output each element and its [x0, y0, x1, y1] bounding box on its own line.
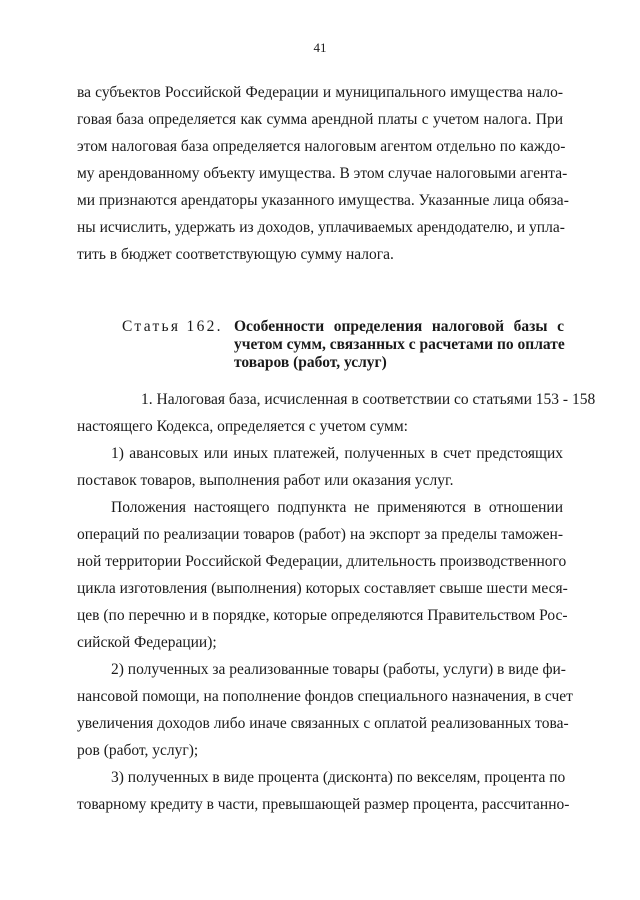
body-line: 1. Налоговая база, исчисленная в соответствии со статьями 153 - 158 — [141, 391, 596, 408]
article-title-line: товаров (работ, услуг) — [234, 354, 387, 371]
body-line: сийской Федерации); — [77, 634, 217, 651]
body-line: нансовой помощи, на пополнение фондов специального назначения, в счет — [77, 688, 573, 705]
article-title — [234, 318, 564, 372]
body-line: настоящего Кодекса, определяется с учетом сумм: — [77, 418, 408, 435]
body-line: 3) полученных в виде процента (дисконта) по векселям, процента по — [111, 769, 566, 786]
body-line: ров (работ, услуг); — [77, 742, 199, 759]
article-number: Статья 162. — [122, 318, 223, 335]
intro-line: этом налоговая база определяется налоговым агентом отдельно по каждо- — [77, 138, 566, 155]
intro-line: му арендованному объекту имущества. В этом случае налоговыми агента- — [77, 165, 568, 182]
intro-line: ны исчислить, удержать из доходов, уплачиваемых арендодателю, и упла- — [77, 219, 565, 236]
body-line: 1) авансовых или иных платежей, полученных в счет предстоящих — [111, 445, 563, 462]
body-line: 2) полученных за реализованные товары (работы, услуги) в виде фи- — [111, 661, 566, 678]
body-line: поставок товаров, выполнения работ или оказания услуг. — [77, 472, 454, 489]
intro-line: тить в бюджет соответствующую сумму налога. — [77, 246, 394, 263]
intro-line: ва субъектов Российской Федерации и муниципального имущества нало- — [77, 84, 563, 101]
article-title-line: учетом сумм, связанных с расчетами по оплате — [234, 336, 565, 353]
body-line: цикла изготовления (выполнения) которых составляет свыше шести меся- — [77, 580, 568, 597]
body-line: ной территории Российской Федерации, длительность производственного — [77, 553, 567, 570]
body-line: цев (по перечню и в порядке, которые определяются Правительством Рос- — [77, 607, 568, 624]
article-title-line: Особенности определения налоговой базы с — [234, 318, 564, 335]
intro-line: говая база определяется как сумма арендной платы с учетом налога. При — [77, 111, 563, 128]
intro-line: ми признаются арендаторы указанного имущества. Указанные лица обяза- — [77, 192, 569, 209]
body-line: товарному кредиту в части, превышающей размер процента, рассчитанно- — [77, 796, 570, 813]
body-line: Положения настоящего подпункта не применяются в отношении — [111, 499, 563, 516]
page-number: 41 — [313, 40, 327, 55]
body-line: операций по реализации товаров (работ) на экспорт за пределы таможен- — [77, 526, 563, 543]
body-line: увеличения доходов либо иначе связанных с оплатой реализованных това- — [77, 715, 569, 732]
